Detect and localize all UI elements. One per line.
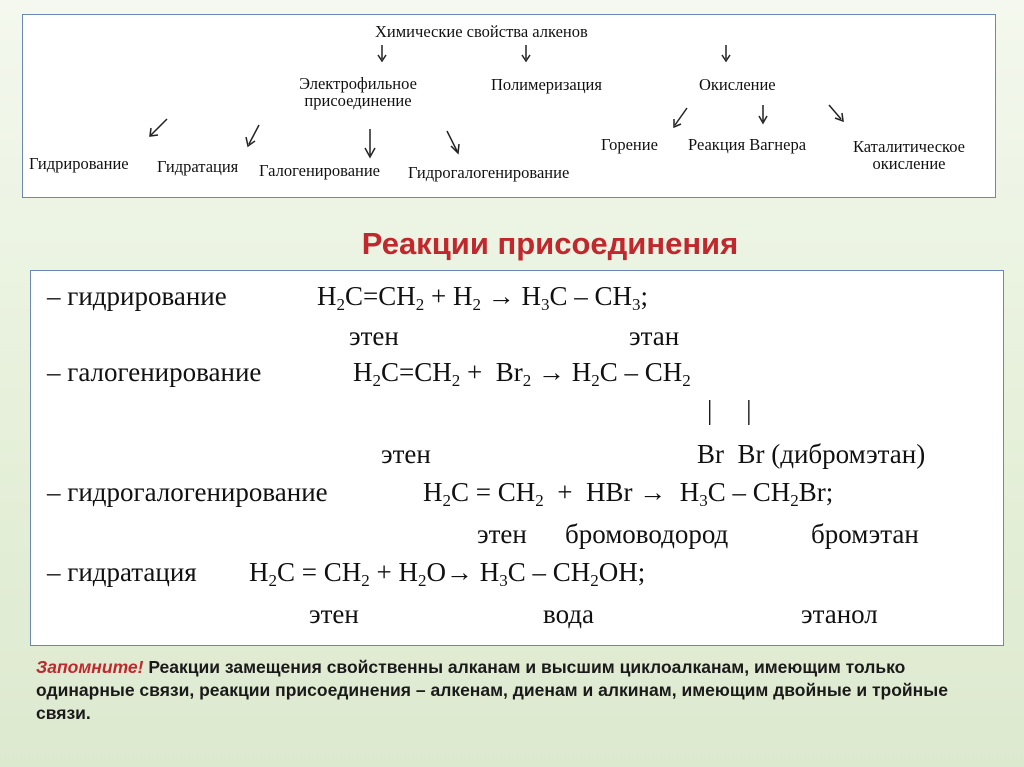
name-ethanol: этанол: [801, 599, 878, 629]
section-heading: Реакции присоединения: [361, 226, 739, 261]
remember-note: [36, 656, 996, 725]
reaction-label-halogenation: – галогенирование: [47, 357, 262, 387]
name-ethene: этен: [477, 519, 527, 549]
note-emphasis: Запомните!: [36, 657, 144, 677]
bond-lines: | |: [707, 395, 752, 425]
addition-reactions: [30, 270, 1004, 646]
equation-hydrohalogenation: $H_2C = CH_2$ + HBr → $H_3C - CH_2Br$;: [423, 477, 834, 510]
scheme-item-combustion: Горение: [601, 135, 658, 154]
name-water: вода: [543, 599, 595, 629]
scheme-title: Химические свойства алкенов: [375, 22, 588, 41]
reaction-label-hydration: – гидратация: [47, 557, 197, 587]
scheme-item-hydrohalogenation: Гидрогалогенирование: [408, 163, 570, 182]
name-hydrogen-bromide: бромоводород: [565, 519, 729, 549]
properties-scheme: [22, 14, 996, 198]
note-text: Реакции замещения свойственны алканам и высшим циклоалканам, имеющим только одинарные связи, реакции присоединения – алкенам, диенам и алкинам, имеющим двойные и тройные связи.: [36, 657, 948, 723]
scheme-item-catalytic-oxidation: Каталитическое окисление: [853, 137, 965, 174]
equation-hydration: $H_2C = CH_2 + H_2O\to H_3C - CH_2OH$;: [249, 557, 646, 590]
reaction-label-hydrogenation: – гидрирование: [47, 281, 227, 311]
name-dibromoethane: Br Br (дибромэтан): [697, 439, 926, 469]
name-ethene: этен: [381, 439, 431, 469]
name-ethene: этен: [309, 599, 359, 629]
branch-polymerization: Полимеризация: [491, 75, 602, 94]
scheme-item-hydrogenation: Гидрирование: [29, 154, 129, 173]
branch-electrophilic: Электрофильное присоединение: [299, 74, 417, 111]
name-ethane: этан: [629, 321, 680, 351]
name-bromoethane: бромэтан: [811, 519, 919, 549]
reaction-label-hydrohalogenation: – гидрогалогенирование: [47, 477, 328, 507]
scheme-item-wagner: Реакция Вагнера: [688, 135, 807, 154]
equation-hydrogenation: $H_2C=CH_2 + H_2 \to H_3C - CH_3$;: [317, 281, 649, 314]
branch-oxidation: Окисление: [699, 75, 776, 94]
scheme-item-halogenation: Галогенирование: [259, 161, 380, 180]
scheme-item-hydration: Гидратация: [157, 157, 239, 176]
equation-halogenation: $H_2C=CH_2 + Br_2 \to H_2C - CH_2$: [353, 357, 691, 390]
name-ethene: этен: [349, 321, 399, 351]
